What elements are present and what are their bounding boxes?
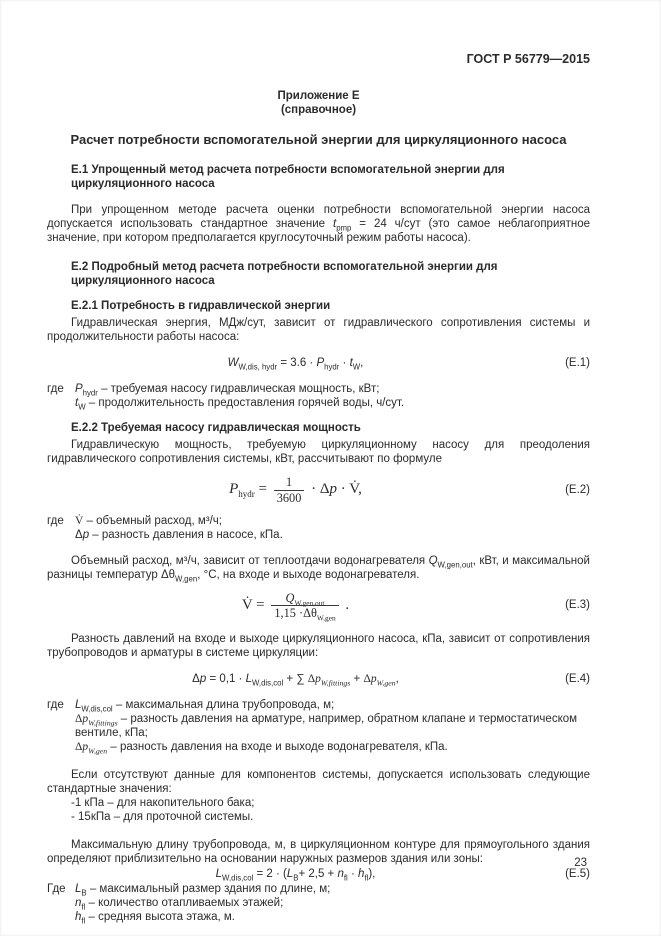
where-label: где — [47, 514, 64, 527]
formula-e2 — [47, 475, 590, 504]
paragraph-e1: При упрощенном методе расчета оценки потребности вспомогательной энергии насоса допускается использовать стандартное значение $t_{pmp} = 24$ ч/сут (это самое неблагоприятное значение, при котором предполагается круглосуточный режим работы насоса). — [47, 204, 590, 245]
paragraph-pressure: Разность давлений на входе и выходе циркуляционного насоса, кПа, зависит от сопротивления трубопроводов и арматуры в системе циркуляции: — [47, 633, 590, 660]
heading-e2: Е.2 Подробный метод расчета потребности вспомогательной энергии для циркуляционного насоса — [71, 261, 498, 288]
equation-number-e5: (Е.5) — [565, 868, 590, 881]
paragraph-length: Максимальную длину трубопровода, м, в циркуляционном контуре для прямоугольного здания определяют приблизительно на основании наружных размеров здания или зоны: — [47, 839, 590, 866]
where-list-e4 — [47, 698, 590, 754]
where-item: $\Delta p_{W,fittings}$ – разность давления на арматуре, например, обратном клапане и термостатическом вентиле, кПа; — [75, 713, 578, 740]
where-item: V̇ – объемный расход, м³/ч; — [75, 514, 222, 527]
where-item: $h_{fl}$ – средняя высота этажа, м. — [75, 911, 235, 926]
where-item: Δp – разность давления в насосе, кПа. — [75, 528, 283, 541]
where-list-e2 — [47, 514, 590, 542]
heading-e22: Е.2.2 Требуемая насосу гидравлическая мощность — [71, 422, 361, 435]
equation-number-e1: (Е.1) — [565, 357, 590, 370]
formula-e3 — [47, 590, 590, 623]
doc-number-header: ГОСТ Р 56779—2015 — [466, 52, 590, 66]
where-list-e1 — [47, 382, 590, 410]
where-list-e5 — [47, 882, 590, 924]
where-item: $n_{fl}$ – количество отапливаемых этажей; — [75, 897, 284, 912]
where-item: $t_W$ – продолжительность предоставления горячей воды, ч/сут. — [75, 397, 405, 412]
equation-e4: $\Delta p = 0,1 \cdot L_{W,dis,col}$ + ∑ $\Delta p_{W,fittings} + \Delta p_{W,gen}$, — [192, 673, 399, 688]
equation-number-e4: (Е.4) — [565, 673, 590, 686]
formula-e5 — [47, 867, 590, 881]
where-label: где — [47, 699, 64, 712]
where-label: Где — [47, 883, 66, 896]
equation-e1: $W_{W,dis, hydr} = 3.6 \cdot P_{hydr} \cdot t_W$, — [227, 357, 364, 372]
appendix-type: (справочное) — [280, 104, 357, 117]
equation-e2: $P_{hydr}$ = $\frac{1}{3600}$ · Δp · V̇, — [229, 475, 362, 505]
formula-e1 — [47, 356, 590, 370]
where-item: $P_{hydr}$ – требуемая насосу гидравлическая мощность, кВт; — [75, 383, 380, 398]
where-item: $L_{W,dis,col}$ – максимальная длина трубопровода, м; — [75, 699, 335, 714]
paragraph-flow: Объемный расход, м³/ч, зависит от теплоотдачи водонагревателя $Q_{W,gen,out}$, кВт, и максимальной разницы температур $\Delta\theta_{W,gen}$, °С, на входе и выходе водонагревателя. — [47, 554, 590, 584]
paragraph-e21: Гидравлическая энергия, МДж/сут, зависит от гидравлического сопротивления системы и продолжительности работы насоса: — [47, 317, 590, 344]
formula-e4 — [47, 672, 590, 686]
default-value-item: -1 кПа – для накопительного бака; — [71, 797, 255, 810]
where-label: где — [47, 383, 64, 396]
heading-e1: Е.1 Упрощенный метод расчета потребности вспомогательной энергии для циркуляционного насоса — [71, 164, 505, 191]
equation-number-e2: (Е.2) — [565, 484, 590, 497]
paragraph-e22: Гидравлическую мощность, требуемую циркуляционному насосу для преодоления гидравлического сопротивления системы, кВт, рассчитывают по формуле — [47, 439, 590, 466]
appendix-label: Приложение Е — [277, 90, 360, 103]
appendix-title: Расчет потребности вспомогательной энергии для циркуляционного насоса — [70, 132, 567, 148]
equation-e5: $L_{W,dis,col} = 2 \cdot (L_B+ 2,5 + n_{fl} \cdot h_{fl})$, — [215, 868, 376, 883]
equation-e3: V̇ = $\frac{Q_{W,gen,out}}{1,15 \cdot\Delta\theta_{W,gen}}$ . — [241, 590, 350, 623]
heading-e21: Е.2.1 Потребность в гидравлической энергии — [71, 300, 331, 313]
where-item: $\Delta p_{W,gen}$ – разность давления на входе и выходе водонагревателя, кПа. — [75, 741, 448, 756]
default-value-item: - 15кПа – для проточной системы. — [71, 811, 254, 824]
page-number: 23 — [574, 856, 587, 869]
equation-number-e3: (Е.3) — [565, 599, 590, 612]
paragraph-defaults: Если отсутствуют данные для компонентов системы, допускается использовать следующие стандартные значения: — [47, 769, 590, 796]
where-item: $L_B$ – максимальный размер здания по длине, м; — [75, 883, 331, 898]
